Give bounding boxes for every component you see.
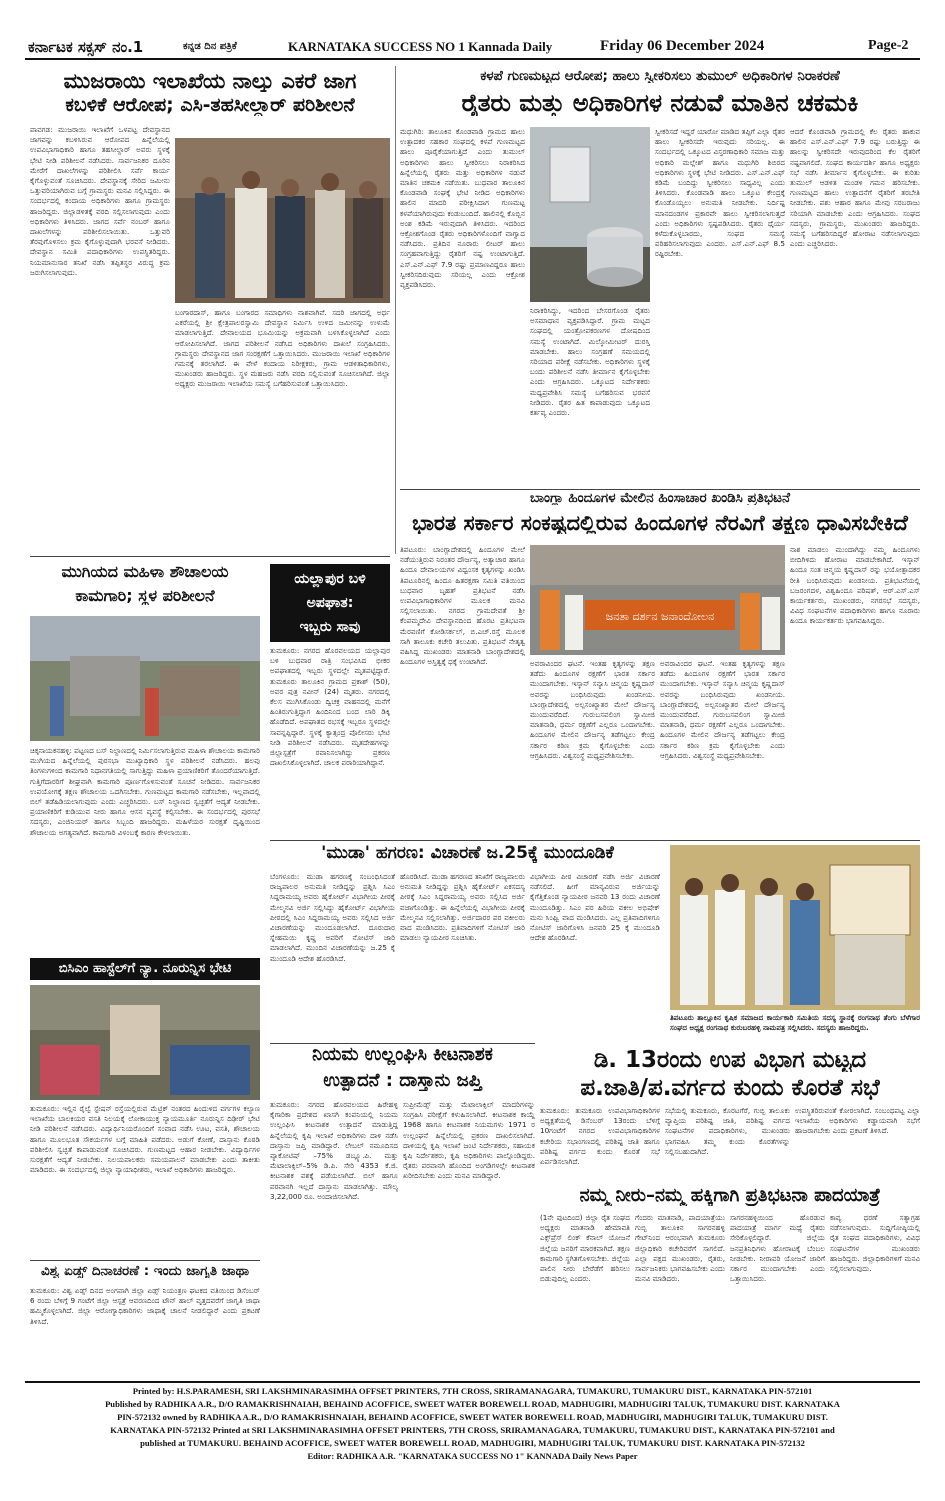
imprint-line-4: KARNATAKA PIN-572132 Printed at SRI LAKSHMINARASIMHA OFFSET PRINTERS, 7TH CROSS, SRIRAMANAGARA, TUMAKURU, TUMAKURU DIST., KARNATAKA PIN-572101 and [110, 1425, 835, 1435]
a3-photo-banner-text: ಜನತಾ ದರ್ಶನ ಜನಾಂದೋಲನ [605, 610, 715, 623]
imprint-line-3: PIN-572132 owned by RADHIKA A.R., D/O RAMAKRISHNAIAH, BEHAIND ACOFFICE, SWEET WATER BOREWELL ROAD, MADHUGIRI, MADHUGIRI TALUK, TUMAKURU DIST. [117, 1412, 828, 1422]
imprint-line-5: published at TUMAKURU. BEHAIND ACOFFICE, SWEET WATER BOREWELL ROAD, MADHUGIRI, MADHUGIRI TALUK, TUMAKURU DIST. KARNATAKA PIN-572132 [140, 1438, 805, 1448]
a3-photo [530, 545, 785, 655]
a11-column-4: ಕಾವ್ಯ ಧರಣೆ ಸತ್ಯಾಗ್ರಹ ನಡೆಸಲಾಗುವುದು. ಸುದ್ದಿಗೋಷ್ಠಿಯಲ್ಲಿ ರೈತ ಸಂಘದ ಪದಾಧಿಕಾರಿಗಳು, ವಿವಿಧ ಸಂಘಟನೆಗಳ ಮುಖಂಡರು ಹಾಜರಿದ್ದರು. ಜಿಲ್ಲಾಧಿಕಾರಿಗಳಿಗೆ ಮನವಿ ಸಲ್ಲಿಸಲಾಗುವುದು. [830, 1213, 920, 1274]
a9-column-2: ಸುಪ್ರೀಮೆಡ್ಸ್ ಮತ್ತು ಮೆಟಾಲಾಕ್ಸಿಲ್ ಮಾದರಿಗಳನ್ನು ಸಂಗ್ರಹಿಸಿ ಪರೀಕ್ಷೆಗೆ ಕಳುಹಿಸಲಾಗಿದೆ. ಕೀಟನಾಶಕ ಕಾಯ್ದೆ 1968 ಹಾಗೂ ಕೀಟನಾಶಕ ನಿಯಮಗಳು 1971 ರ ಉಲ್ಲಂಘನೆ ಹಿನ್ನೆಲೆಯಲ್ಲಿ ಪ್ರಕರಣ ದಾಖಲಿಸಲಾಗಿದೆ. ದಾಳಿಯಲ್ಲಿ ಕೃಷಿ ಇಲಾಖೆ ಜಂಟಿ ನಿರ್ದೇಶಕರು, ಸಹಾಯಕ ಕೃಷಿ ನಿರ್ದೇಶಕರು, ಕೃಷಿ ಅಧಿಕಾರಿಗಳು ಪಾಲ್ಗೊಂಡಿದ್ದರು. ರೈತರು ಪರವಾನಗಿ ಹೊಂದಿದ ಅಂಗಡಿಗಳಲ್ಲೇ ಕೀಟನಾಶಕ ಖರೀದಿಸಬೇಕು ಎಂದು ಮನವಿ ಮಾಡಿದ್ದಾರೆ. [403, 1100, 535, 1181]
a10-column-3: ಉಪಸ್ಥಿತರಿರುವಂತೆ ಕೋರಲಾಗಿದೆ. ಸಂಬಂಧಪಟ್ಟ ಎಲ್ಲಾ ಇಲಾಖೆಯ ಅಧಿಕಾರಿಗಳು ಕಡ್ಡಾಯವಾಗಿ ಸಭೆಗೆ ಹಾಜರಾಗಬೇಕು ಎಂದು ಪ್ರಕಟಣೆ ತಿಳಿಸಿದೆ. [795, 1106, 920, 1136]
a8-column-2: ಹೊರಡಿಸಿದೆ. ಮುಡಾ ಹಗರಣದ ತನಿಖೆಗೆ ರಾಜ್ಯಪಾಲರು ಅನುಮತಿ ನೀಡಿದ್ದನ್ನು ಪ್ರಶ್ನಿಸಿ ಹೈಕೋರ್ಟ್ ಏಕಸದಸ್ಯ ಪೀಠಕ್ಕೆ ಸಿಎಂ ಸಿದ್ದರಾಮಯ್ಯ ಅವರು ಸಲ್ಲಿಸಿದ ಅರ್ಜಿ ವಜಾಗೊಂಡಿತ್ತು. ಈ ಹಿನ್ನೆಲೆಯಲ್ಲಿ ವಿಭಾಗೀಯ ಪೀಠಕ್ಕೆ ಮೇಲ್ಮನವಿ ಸಲ್ಲಿಸಲಾಗಿತ್ತು. ಅರ್ಜಿದಾರರ ಪರ ವಕೀಲರು ವಾದ ಮಂಡಿಸಿದರು. ಪ್ರತಿವಾದಿಗಳಿಗೆ ನೋಟಿಸ್ ಜಾರಿ ಮಾಡಲು ನ್ಯಾಯಪೀಠ ಸೂಚಿಸಿತು. [400, 872, 525, 943]
imprint-line-1: Printed by: H.S.PARAMESH, SRI LAKSHMINARASIMHA OFFSET PRINTERS, 7TH CROSS, SRIRAMANAGARA, TUMAKURU, TUMAKURU DIST., KARNATAKA PIN-572101 [132, 1386, 813, 1396]
section-rule [270, 1043, 535, 1044]
paper-name: ಕರ್ನಾಟಕ ಸಕ್ಸಸ್ ನಂ.1 [28, 38, 144, 56]
a1-photo [175, 138, 390, 303]
a11-column-3: ಸಾಗರನಹಳ್ಳಿಯಿಂದ ಹೊರಡುವ ಪಾದಯಾತ್ರೆ ಮಾರ್ಗ ಮಧ್ಯೆ ರೈತರು ಸೇರಿಕೊಳ್ಳಲಿದ್ದಾರೆ. ಜಿಲ್ಲೆಯ ಜನಪ್ರತಿನಿಧಿಗಳು ಹೋರಾಟಕ್ಕೆ ಬೆಂಬಲ ನೀಡಬೇಕು. ನೀರಾವರಿ ಯೋಜನೆ ಜಾರಿಗೆ ಸರ್ಕಾರ ಮುಂದಾಗಬೇಕು ಎಂದು ಒತ್ತಾಯಿಸಿದರು. [730, 1213, 825, 1284]
section-rule [30, 1260, 260, 1261]
a11-headline: ನಮ್ಮ ನೀರು–ನಮ್ಮ ಹಕ್ಕಿಗಾಗಿ ಪ್ರತಿಭಟನಾ ಪಾದಯಾತ್ರೆ [579, 1187, 881, 1206]
a4-photo-illustration [30, 616, 260, 741]
a4-headline-1: ಮುಗಿಯದ ಮಹಿಳಾ ಶೌಚಾಲಯ [61, 564, 229, 581]
a5-headline-2: ಅಪಘಾತ: [306, 595, 354, 611]
a3-column-2b: ಅವರಾವಿಂದರ ಘಟನೆ. ಇಂತಹ ಕೃತ್ಯಗಳನ್ನು ತಕ್ಷಣ ತಡೆದು ಹಿಂದೂಗಳ ರಕ್ಷಣೆಗೆ ಭಾರತ ಸರ್ಕಾರ ಮುಂದಾಗಬೇಕು. ಇಸ್ಕಾನ್ ಸನ್ಯಾಸಿ ಚಿನ್ಮಯ ಕೃಷ್ಣದಾಸ್ ಅವರನ್ನು ಬಂಧಿಸಿರುವುದು ಖಂಡನೀಯ. ಬಾಂಗ್ಲಾದೇಶದಲ್ಲಿ ಅಲ್ಪಸಂಖ್ಯಾತರ ಮೇಲೆ ದೌರ್ಜನ್ಯ ಮುಂದುವರೆದಿದೆ. ಗುರುಬಸವಲಿಂಗ ಸ್ವಾಮೀಜಿ ಮಾತನಾಡಿ, ಧರ್ಮ ರಕ್ಷಣೆಗೆ ಎಲ್ಲರೂ ಒಂದಾಗಬೇಕು. ಹಿಂದೂಗಳ ಮೇಲಿನ ದೌರ್ಜನ್ಯ ತಡೆಗಟ್ಟಲು ಕೇಂದ್ರ ಸರ್ಕಾರ ಕಠಿಣ ಕ್ರಮ ಕೈಗೊಳ್ಳಬೇಕು ಎಂದು ಆಗ್ರಹಿಸಿದರು. ವಿಶ್ವಸಂಸ್ಥೆ ಮಧ್ಯಪ್ರವೇಶಿಸಬೇಕು. [660, 659, 785, 760]
a10-headline-1: ಡಿ. 13ರಂದು ಉಪ ವಿಭಾಗ ಮಟ್ಟದ [593, 1048, 867, 1073]
imprint-line-6: Editor: RADHIKA A.R. "KARNATAKA SUCCESS NO 1" KANNADA Daily News Paper [307, 1451, 638, 1461]
a9-headline-2: ಉತ್ಪಾದನೆ : ದಾಸ್ತಾನು ಜಪ್ತಿ [323, 1072, 482, 1091]
a9-column-1: ತುಮಕೂರು: ನಗರದ ಹೊರವಲಯದ ಹಿರೇಹಳ್ಳಿ ಕೈಗಾರಿಕಾ ಪ್ರದೇಶದ ಖಾಸಗಿ ಕಂಪನಿಯಲ್ಲಿ ನಿಯಮ ಉಲ್ಲಂಘಿಸಿ ಕೀಟನಾಶಕ ಉತ್ಪಾದನೆ ಮಾಡುತ್ತಿದ್ದ ಹಿನ್ನೆಲೆಯಲ್ಲಿ ಕೃಷಿ ಇಲಾಖೆ ಅಧಿಕಾರಿಗಳು ದಾಳಿ ನಡೆಸಿ ದಾಸ್ತಾನು ಜಪ್ತಿ ಮಾಡಿದ್ದಾರೆ. ಲೇಬಲ್ ನಮೂದಿಸದ ವ್ಯಾಕೋಟಿಷ್ –75% ಡಬ್ಲ್ಯೂ.ಪಿ. ಮತ್ತು ಮೆಟಾಲಾಕ್ಸಿಲ್–5% ಡಿ.ಪಿ. ಸೇರಿ 4353 ಕೆ.ಜಿ. ಕೀಟನಾಶಕ ವಶಕ್ಕೆ ಪಡೆಯಲಾಗಿದೆ. ಬಿಲ್ ಹಾಗೂ ಪರವಾನಗಿ ಇಲ್ಲದೆ ದಾಸ್ತಾನು ಮಾಡಲಾಗಿತ್ತು. ಮೌಲ್ಯ 3,22,000 ರೂ. ಅಂದಾಜಿಸಲಾಗಿದೆ. [270, 1100, 398, 1201]
a2-photo [530, 127, 650, 302]
a9-headline-1: ನಿಯಮ ಉಲ್ಲಂಘಿಸಿ ಕೀಟನಾಶಕ [312, 1046, 493, 1065]
section-rule [400, 489, 920, 490]
a10-headline-2: ಪ.ಜಾತಿ/ಪ.ವರ್ಗದ ಕುಂದು ಕೊರತೆ ಸಭೆ [580, 1076, 880, 1101]
page-number: Page-2 [868, 38, 909, 53]
column-divider [395, 66, 396, 554]
a3-column-2: ಅವರಾವಿಂದರ ಘಟನೆ. ಇಂತಹ ಕೃತ್ಯಗಳನ್ನು ತಕ್ಷಣ ತಡೆದು ಹಿಂದೂಗಳ ರಕ್ಷಣೆಗೆ ಭಾರತ ಸರ್ಕಾರ ಮುಂದಾಗಬೇಕು. ಇಸ್ಕಾನ್ ಸನ್ಯಾಸಿ ಚಿನ್ಮಯ ಕೃಷ್ಣದಾಸ್ ಅವರನ್ನು ಬಂಧಿಸಿರುವುದು ಖಂಡನೀಯ. ಬಾಂಗ್ಲಾದೇಶದಲ್ಲಿ ಅಲ್ಪಸಂಖ್ಯಾತರ ಮೇಲೆ ದೌರ್ಜನ್ಯ ಮುಂದುವರೆದಿದೆ. ಗುರುಬಸವಲಿಂಗ ಸ್ವಾಮೀಜಿ ಮಾತನಾಡಿ, ಧರ್ಮ ರಕ್ಷಣೆಗೆ ಎಲ್ಲರೂ ಒಂದಾಗಬೇಕು. ಹಿಂದೂಗಳ ಮೇಲಿನ ದೌರ್ಜನ್ಯ ತಡೆಗಟ್ಟಲು ಕೇಂದ್ರ ಸರ್ಕಾರ ಕಠಿಣ ಕ್ರಮ ಕೈಗೊಳ್ಳಬೇಕು ಎಂದು ಆಗ್ರಹಿಸಿದರು. ವಿಶ್ವಸಂಸ್ಥೆ ಮಧ್ಯಪ್ರವೇಶಿಸಬೇಕು. [530, 659, 655, 760]
section-rule [30, 556, 390, 557]
imprint-footer [25, 1385, 920, 1463]
a2-column-3: ಸ್ವೀಕರಿಸದೆ ಇದ್ದರೆ ಯಾರೋ ಮಾಡಿದ ತಪ್ಪಿಗೆ ಎಲ್ಲಾ ರೈತರ ಹಾಲು ಸ್ವೀಕರಿಸದೇ ಇರುವುದು ಸರಿಯಲ್ಲ. ಈ ಸಂದರ್ಭದಲ್ಲಿ ಒಕ್ಕೂಟದ ವಿಸ್ತರಣಾಧಿಕಾರಿ ಸಮಾಜ ಮತ್ತು ಅಧಿಕಾರಿ ಮಲ್ಲೇಶ್ ಹಾಗೂ ಮಧುಗಿರಿ ಶಿಬಿರದ ಅಧಿಕಾರಿಗಳು ಸ್ಥಳಕ್ಕೆ ಭೇಟಿ ನೀಡಿದರು. ಎಸ್.ಎನ್.ಎಫ್ ಕಡಿಮೆ ಬಂದಿದ್ದು ಸ್ವೀಕರಿಸಲು ಸಾಧ್ಯವಿಲ್ಲ ಎಂದು ತಿಳಿಸಿದರು. ಕೊಂಡವಾಡಿ ಹಾಲು ಒಕ್ಕೂಟ ಕೇಂದ್ರಕ್ಕೆ ಕೊಂಡೊಯ್ಯಲು ಅನುಮತಿ ನೀಡಬೇಕು. ನಿರ್ದಿಷ್ಟ ಮಾನದಂಡಗಳ ಪ್ರಕಾರವೇ ಹಾಲು ಸ್ವೀಕರಿಸಲಾಗುತ್ತದೆ ಎಂದು ಅಧಿಕಾರಿಗಳು ಸ್ಪಷ್ಟಪಡಿಸಿದರು. ರೈತರು ಧೈರ್ಯ ಕಳೆದುಕೊಳ್ಳಬಾರದು, ಸಂಘದ ಸಮಸ್ಯೆ ಪರಿಹರಿಸಲಾಗುವುದು ಎಂದರು. ಎಸ್.ಎನ್.ಎಫ್ 8.5 ರಷ್ಟಿರಬೇಕು. [655, 127, 785, 259]
a2-kicker: ಕಳಪೆ ಗುಣಮಟ್ಟದ ಆರೋಪ; ಹಾಲು ಸ್ವೀಕರಿಸಲು ತುಮುಲ್ ಅಧಿಕಾರಿಗಳ ನಿರಾಕರಣೆ [480, 69, 840, 84]
a6-photo-illustration [30, 985, 260, 1100]
a5-body: ತುಮಕೂರು: ನಗರದ ಹೊರವಲಯದ ಯಲ್ಲಾಪುರ ಬಳಿ ಬುಧವಾರ ರಾತ್ರಿ ಸಂಭವಿಸಿದ ಭೀಕರ ಅಪಘಾತದಲ್ಲಿ ಇಬ್ಬರು ಸ್ಥಳದಲ್ಲೇ ಮೃತಪಟ್ಟಿದ್ದಾರೆ. ತುಮಕೂರು ತಾಲೂಕಿನ ಗ್ರಾಮದ ಪ್ರಕಾಶ್ (50), ಅವರ ಪುತ್ರ ನವೀನ್ (24) ಮೃತರು. ನಗರದಲ್ಲಿ ಕೆಲಸ ಮುಗಿಸಿಕೊಂಡು ದ್ವಿಚಕ್ರ ವಾಹನದಲ್ಲಿ ಮನೆಗೆ ಹಿಂತಿರುಗುತ್ತಿದ್ದಾಗ ಹಿಂದಿನಿಂದ ಬಂದ ಲಾರಿ ಡಿಕ್ಕಿ ಹೊಡೆದಿದೆ. ಅಪಘಾತದ ರಭಸಕ್ಕೆ ಇಬ್ಬರೂ ಸ್ಥಳದಲ್ಲೇ ಸಾವನ್ನಪ್ಪಿದ್ದಾರೆ. ಸ್ಥಳಕ್ಕೆ ಕ್ಯಾತ್ಸಂದ್ರ ಪೊಲೀಸರು ಭೇಟಿ ನೀಡಿ ಪರಿಶೀಲನೆ ನಡೆಸಿದರು. ಮೃತದೇಹಗಳನ್ನು ಜಿಲ್ಲಾಸ್ಪತ್ರೆಗೆ ರವಾನಿಸಲಾಗಿದ್ದು ಪ್ರಕರಣ ದಾಖಲಿಸಿಕೊಳ್ಳಲಾಗಿದೆ. ಚಾಲಕ ಪರಾರಿಯಾಗಿದ್ದಾನೆ. [270, 646, 390, 768]
a3-headline: ಭಾರತ ಸರ್ಕಾರ ಸಂಕಷ್ಟದಲ್ಲಿರುವ ಹಿಂದೂಗಳ ನೆರವಿಗೆ ತಕ್ಷಣ ಧಾವಿಸಬೇಕಿದೆ [412, 512, 908, 535]
issue-date: Friday 06 December 2024 [600, 38, 765, 54]
a1-headline-1: ಮುಜರಾಯಿ ಇಲಾಖೆಯ ನಾಲ್ಕು ಎಕರೆ ಜಾಗ [63, 70, 357, 93]
masthead [0, 0, 945, 62]
a2-headline: ರೈತರು ಮತ್ತು ಅಧಿಕಾರಿಗಳ ನಡುವೆ ಮಾತಿನ ಚಕಮಕಿ [461, 91, 859, 117]
a3-photo-illustration [530, 545, 785, 655]
imprint-line-2: Published by RADHIKA A.R., D/O RAMAKRISHNAIAH, BEHAIND ACOFFICE, SWEET WATER BOREWELL ROAD, MADHUGIRI, MADHUGIRI TALUK, TUMAKURU DIST. KARNATAKA [105, 1399, 840, 1409]
a2-column-2: ನಿರಾಕರಿಸಿದ್ದು, ಇದರಿಂದ ಬೇಸರಗೊಂಡ ರೈತರು ಅಸಮಾಧಾನ ವ್ಯಕ್ತಪಡಿಸಿದ್ದಾರೆ. ಗ್ರಾಮ ಮಟ್ಟದ ಸಂಘದಲ್ಲಿ ಯಂತ್ರೋಪಕರಣಗಳ ದೋಷದಿಂದ ಸಮಸ್ಯೆ ಉಂಟಾಗಿದೆ. ಮಿಲ್ಕೋಮೀಟರ್ ದುರಸ್ತಿ ಮಾಡಬೇಕು. ಹಾಲು ಸಂಗ್ರಹಣೆ ಸಮಯದಲ್ಲಿ ಸರಿಯಾದ ಪರೀಕ್ಷೆ ನಡೆಸಬೇಕು. ಅಧಿಕಾರಿಗಳು ಸ್ಥಳಕ್ಕೆ ಬಂದು ಪರಿಶೀಲನೆ ನಡೆಸಿ ತೀರ್ಮಾನ ಕೈಗೊಳ್ಳಬೇಕು ಎಂದು ಆಗ್ರಹಿಸಿದರು. ಒಕ್ಕೂಟದ ನಿರ್ದೇಶಕರು ಮಧ್ಯಪ್ರವೇಶಿಸಿ ಸಮಸ್ಯೆ ಬಗೆಹರಿಸುವ ಭರವಸೆ ನೀಡಿದರು. ರೈತರ ಹಿತ ಕಾಪಾಡುವುದು ಒಕ್ಕೂಟದ ಕರ್ತವ್ಯ ಎಂದರು. [530, 306, 650, 418]
a8-column-3: ವಿಭಾಗೀಯ ಪೀಠ ವಿಚಾರಣೆ ನಡೆಸಿ ಅರ್ಜಿ ವಿಚಾರಣೆ ನಡೆಸಲಿದೆ. ಹೀಗೆ ಮಾನ್ಯವಿರುವ ಅರ್ಜಿಯನ್ನು ಕೈಗೆತ್ತಿಕೊಂಡ ನ್ಯಾಯಪೀಠ ಜನವರಿ 13 ರಂದು ವಿಚಾರಣೆ ಮುಂದೂಡಿತ್ತು. ಸಿಎಂ ಪರ ಹಿರಿಯ ವಕೀಲ ಅಭಿಷೇಕ್ ಮನು ಸಿಂಘ್ವಿ ವಾದ ಮಂಡಿಸಿದರು. ಎಲ್ಲ ಪ್ರತಿವಾದಿಗಳಿಗೂ ನೋಟಿಸ್ ಜಾರಿಗೊಳಿಸಿ ಜನವರಿ 25 ಕ್ಕೆ ಮುಂದೂಡಿ ಆದೇಶ ಹೊರಡಿಸಿದೆ. [530, 872, 660, 943]
protest-photo-illustration [670, 845, 920, 1010]
a5-headline-3: ಇಬ್ಬರು ಸಾವು [299, 619, 361, 635]
a4-photo [30, 616, 260, 741]
a8-headline: 'ಮುಡಾ' ಹಗರಣ: ವಿಚಾರಣೆ ಜ.25ಕ್ಕೆ ಮುಂದೂಡಿಕೆ [321, 845, 614, 863]
a11-column-1: (1ನೇ ಪುಟದಿಂದ) ಜಿಲ್ಲಾ ರೈತ ಸಂಘದ ಅಧ್ಯಕ್ಷರು ಮಾತನಾಡಿ ಹೇಮಾವತಿ ಎಕ್ಸ್‌ಪ್ರೆಸ್ ಲಿಂಕ್ ಕೆನಾಲ್ ಯೋಜನೆ ಜಿಲ್ಲೆಯ ಜನರಿಗೆ ಮಾರಕವಾಗಿದೆ. ತಕ್ಷಣ ಕಾಮಗಾರಿ ಸ್ಥಗಿತಗೊಳಿಸಬೇಕು. ಜಿಲ್ಲೆಯ ಪಾಲಿನ ನೀರು ಬೇರೆಡೆಗೆ ಹರಿಸಲು ಬಿಡುವುದಿಲ್ಲ ಎಂದರು. [540, 1213, 630, 1284]
a7-body: ತುಮಕೂರು: ವಿಶ್ವ ಏಡ್ಸ್ ದಿನದ ಅಂಗವಾಗಿ ಜಿಲ್ಲಾ ಏಡ್ಸ್ ನಿಯಂತ್ರಣ ಘಟಕದ ವತಿಯಿಂದ ಡಿಸೆಂಬರ್ 6 ರಂದು ಬೆಳಿಗ್ಗೆ 9 ಗಂಟೆಗೆ ಜಿಲ್ಲಾ ಆಸ್ಪತ್ರೆ ಆವರಣದಿಂದ ಟೌನ್ ಹಾಲ್ ವೃತ್ತದವರೆಗೆ ಜಾಗೃತಿ ಜಾಥಾ ಹಮ್ಮಿಕೊಳ್ಳಲಾಗಿದೆ. ಜಿಲ್ಲಾ ಆರೋಗ್ಯಾಧಿಕಾರಿಗಳು ಜಾಥಾಕ್ಕೆ ಚಾಲನೆ ನೀಡಲಿದ್ದಾರೆ ಎಂದು ಪ್ರಕಟಣೆ ತಿಳಿಸಿದೆ. [30, 1286, 260, 1326]
a1-column-1: ಪಾವಗಡ: ಮುಜರಾಯಿ ಇಲಾಖೆಗೆ ಒಳಪಟ್ಟ ದೇವಸ್ಥಾನದ ಜಾಗವನ್ನು ಕಬಳಿಸಿರುವ ಆರೋಪದ ಹಿನ್ನೆಲೆಯಲ್ಲಿ ಉಪವಿಭಾಗಾಧಿಕಾರಿ ಹಾಗೂ ತಹಸೀಲ್ದಾರ್ ಅವರು ಸ್ಥಳಕ್ಕೆ ಭೇಟಿ ನೀಡಿ ಪರಿಶೀಲನೆ ನಡೆಸಿದರು. ಸಾರ್ವಜನಿಕರ ದೂರಿನ ಮೇರೆಗೆ ದಾಖಲೆಗಳನ್ನು ಪರಿಶೀಲಿಸಿ ಸರ್ವೆ ಕಾರ್ಯ ಕೈಗೊಳ್ಳುವಂತೆ ಸೂಚಿಸಿದರು. ದೇವಸ್ಥಾನಕ್ಕೆ ಸೇರಿದ ಜಮೀನು ಒತ್ತುವರಿಯಾಗಿರುವ ಬಗ್ಗೆ ಗ್ರಾಮಸ್ಥರು ಮನವಿ ಸಲ್ಲಿಸಿದ್ದರು. ಈ ಸಂದರ್ಭದಲ್ಲಿ ಕಂದಾಯ ಅಧಿಕಾರಿಗಳು ಹಾಗೂ ಗ್ರಾಮಸ್ಥರು ಹಾಜರಿದ್ದರು. ಜಿಲ್ಲಾಡಳಿತಕ್ಕೆ ವರದಿ ಸಲ್ಲಿಸಲಾಗುವುದು ಎಂದು ಅಧಿಕಾರಿಗಳು ತಿಳಿಸಿದರು. ಜಾಗದ ಸರ್ವೆ ನಂಬರ್ ಹಾಗೂ ದಾಖಲೆಗಳನ್ನು ಪರಿಶೀಲಿಸಲಾಯಿತು. ಒತ್ತುವರಿ ತೆರವುಗೊಳಿಸಲು ಕ್ರಮ ಕೈಗೊಳ್ಳುವುದಾಗಿ ಭರವಸೆ ನೀಡಿದರು. ದೇವಸ್ಥಾನ ಸಮಿತಿ ಪದಾಧಿಕಾರಿಗಳು ಉಪಸ್ಥಿತರಿದ್ದರು. ನಿಯಮಾನುಸಾರ ತನಿಖೆ ನಡೆಸಿ ತಪ್ಪಿತಸ್ಥರ ವಿರುದ್ಧ ಕ್ರಮ ಜರುಗಿಸಲಾಗುವುದು. [30, 125, 170, 277]
a2-column-1: ಮಧುಗಿರಿ: ತಾಲೂಕಿನ ಕೊಂಡವಾಡಿ ಗ್ರಾಮದ ಹಾಲು ಉತ್ಪಾದಕರ ಸಹಕಾರ ಸಂಘದಲ್ಲಿ ಕಳಪೆ ಗುಣಮಟ್ಟದ ಹಾಲು ಪೂರೈಕೆಯಾಗುತ್ತಿದೆ ಎಂದು ತುಮುಲ್ ಅಧಿಕಾರಿಗಳು ಹಾಲು ಸ್ವೀಕರಿಸಲು ನಿರಾಕರಿಸಿದ ಹಿನ್ನೆಲೆಯಲ್ಲಿ ರೈತರು ಮತ್ತು ಅಧಿಕಾರಿಗಳ ನಡುವೆ ಮಾತಿನ ಚಕಮಕಿ ನಡೆಯಿತು. ಬುಧವಾರ ತಾಲೂಕಿನ ಕೊಂಡವಾಡಿ ಸಂಘಕ್ಕೆ ಭೇಟಿ ನೀಡಿದ ಅಧಿಕಾರಿಗಳು ಹಾಲಿನ ಮಾದರಿ ಪರೀಕ್ಷಿಸಿದಾಗ ಗುಣಮಟ್ಟ ಕಳಪೆಯಾಗಿರುವುದು ಕಂಡುಬಂದಿದೆ. ಹಾಲಿನಲ್ಲಿ ಕೊಬ್ಬಿನ ಅಂಶ ಕಡಿಮೆ ಇರುವುದಾಗಿ ತಿಳಿಸಿದರು. ಇದರಿಂದ ಆಕ್ರೋಶಗೊಂಡ ರೈತರು ಅಧಿಕಾರಿಗಳೊಂದಿಗೆ ವಾಗ್ವಾದ ನಡೆಸಿದರು. ಪ್ರತಿದಿನ ನೂರಾರು ಲೀಟರ್ ಹಾಲು ಸಂಗ್ರಹವಾಗುತ್ತಿದ್ದು ರೈತರಿಗೆ ನಷ್ಟ ಉಂಟಾಗುತ್ತಿದೆ. ಎಸ್.ಎನ್.ಎಫ್ 7.9 ರಷ್ಟು ಪ್ರಮಾಣವಿದ್ದರೂ ಹಾಲು ಸ್ವೀಕರಿಸದಿರುವುದು ಸರಿಯಲ್ಲ ಎಂದು ಆಕ್ರೋಶ ವ್ಯಕ್ತಪಡಿಸಿದರು. [400, 127, 525, 290]
a2-column-4: ಆದರೆ ಕೊಂಡವಾಡಿ ಗ್ರಾಮದಲ್ಲಿ ಕೆಲ ರೈತರು ಹಾಕುವ ಹಾಲಿನ ಎಸ್.ಎನ್.ಎಫ್ 7.9 ರಷ್ಟು ಬರುತ್ತಿದ್ದು ಈ ಹಾಲನ್ನು ಸ್ವೀಕರಿಸದೇ ಇರುವುದರಿಂದ ಕೆಲ ರೈತರಿಗೆ ನಷ್ಟವಾಗಲಿದೆ. ಸಂಘದ ಕಾರ್ಯದರ್ಶಿ ಹಾಗೂ ಅಧ್ಯಕ್ಷರು ಸಭೆ ನಡೆಸಿ ತೀರ್ಮಾನ ಕೈಗೊಳ್ಳಬೇಕು. ಈ ಕುರಿತು ತುಮುಲ್ ಆಡಳಿತ ಮಂಡಳಿ ಗಮನ ಹರಿಸಬೇಕು. ಗುಣಮಟ್ಟದ ಹಾಲು ಉತ್ಪಾದನೆಗೆ ರೈತರಿಗೆ ತರಬೇತಿ ನೀಡಬೇಕು. ಪಶು ಆಹಾರ ಹಾಗೂ ಮೇವು ಸರಬರಾಜು ಸರಿಯಾಗಿ ಮಾಡಬೇಕು ಎಂದು ಆಗ್ರಹಿಸಿದರು. ಸಂಘದ ಸದಸ್ಯರು, ಗ್ರಾಮಸ್ಥರು, ಮುಖಂಡರು ಹಾಜರಿದ್ದರು. ಸಮಸ್ಯೆ ಬಗೆಹರಿಸದಿದ್ದರೆ ಹೋರಾಟ ನಡೆಸಲಾಗುವುದು ಎಂದು ಎಚ್ಚರಿಸಿದರು. [790, 127, 920, 249]
a1-photo-illustration [175, 138, 390, 303]
a8-column-1: ಬೆಂಗಳೂರು: ಮುಡಾ ಹಗರಣಕ್ಕೆ ಸಂಬಂಧಿಸಿದಂತೆ ರಾಜ್ಯಪಾಲರ ಅನುಮತಿ ನೀಡಿದ್ದನ್ನು ಪ್ರಶ್ನಿಸಿ ಸಿಎಂ ಸಿದ್ದರಾಮಯ್ಯ ಅವರು ಹೈಕೋರ್ಟ್ ವಿಭಾಗೀಯ ಪೀಠಕ್ಕೆ ಮೇಲ್ಮನವಿ ಅರ್ಜಿ ಸಲ್ಲಿಸಿದ್ದು ಹೈಕೋರ್ಟ್ ವಿಭಾಗೀಯ ಪೀಠದಲ್ಲಿ ಸಿಎಂ ಸಿದ್ದರಾಮಯ್ಯ ಅವರು ಸಲ್ಲಿಸಿದ ಅರ್ಜಿ ವಿಚಾರಣೆಯನ್ನು ಮುಂದೂಡಲಾಗಿದೆ. ದೂರುದಾರ ಸ್ನೇಹಮಯಿ ಕೃಷ್ಣ ಅವರಿಗೆ ನೋಟಿಸ್ ಜಾರಿ ಮಾಡಲಾಗಿದೆ. ಮುಂದಿನ ವಿಚಾರಣೆಯನ್ನು ಜ.25 ಕ್ಕೆ ಮುಂದೂಡಿ ಆದೇಶ ಹೊರಡಿಸಿದೆ. [270, 872, 395, 963]
a10-column-2: ಸಭೆಯಲ್ಲಿ ತುಮಕೂರು, ಕೊರಟಗೆರೆ, ಗುಬ್ಬಿ ತಾಲೂಕು ವ್ಯಾಪ್ತಿಯ ಪರಿಶಿಷ್ಟ ಜಾತಿ, ಪರಿಶಿಷ್ಟ ವರ್ಗದ ಸಂಘಟನೆಗಳ ಪದಾಧಿಕಾರಿಗಳು, ಮುಖಂಡರು ಭಾಗವಹಿಸಿ ತಮ್ಮ ಕುಂದು ಕೊರತೆಗಳನ್ನು ಸಲ್ಲಿಸಬಹುದಾಗಿದೆ. [665, 1106, 790, 1156]
a2-photo-illustration [530, 127, 650, 302]
protest-photo-caption: ತಿಪಟೂರು ತಾಲ್ಲೂಕಿನ ಕೃಷಿಕ ಸಮಾಜದ ಕಾರ್ಯಕಾರಿ ಸಮಿತಿಯ ಸದಸ್ಯ ಸ್ಥಾನಕ್ಕೆ ರಂಗನಾಥ ತೆಂಗು ಬೆಳೆಗಾರ ಸಂಘದ ಅಧ್ಯಕ್ಷ ರಂಗನಾಥ ಕುರುಬರಹಳ್ಳಿ ನಾಮಪತ್ರ ಸಲ್ಲಿಸಿದರು. ಸದಸ್ಯರು ಹಾಜರಿದ್ದರು. [670, 1013, 920, 1033]
a3-column-1: ತಿಪಟೂರು: ಬಾಂಗ್ಲಾದೇಶದಲ್ಲಿ ಹಿಂದೂಗಳ ಮೇಲೆ ನಡೆಯುತ್ತಿರುವ ನಿರಂತರ ದೌರ್ಜನ್ಯ, ಅತ್ಯಾಚಾರ ಹಾಗೂ ಹಿಂದೂ ದೇವಾಲಯಗಳ ವಿಧ್ವಂಸಕ ಕೃತ್ಯಗಳನ್ನು ಖಂಡಿಸಿ ತಿಪಟೂರಿನಲ್ಲಿ ಹಿಂದೂ ಹಿತರಕ್ಷಣಾ ಸಮಿತಿ ವತಿಯಿಂದ ಬುಧವಾರ ಬೃಹತ್ ಪ್ರತಿಭಟನೆ ನಡೆಸಿ ಉಪವಿಭಾಗಾಧಿಕಾರಿಗಳ ಮೂಲಕ ಮನವಿ ಸಲ್ಲಿಸಲಾಯಿತು. ನಗರದ ಗ್ರಾಮದೇವತೆ ಶ್ರೀ ಕೆಂಪಮ್ಮದೇವಿ ದೇವಸ್ಥಾನದಿಂದ ಹೊರಟ ಪ್ರತಿಭಟನಾ ಮೆರವಣಿಗೆ ಕೋಡಿಸರ್ಕಲ್, ಬಿ.ಎಚ್.ರಸ್ತೆ ಮೂಲಕ ಸಾಗಿ ತಾಲೂಕು ಕಚೇರಿ ತಲುಪಿತು. ಪ್ರತಿಭಟನೆ ನೇತೃತ್ವ ವಹಿಸಿದ್ದ ಮುಖಂಡರು ಮಾತನಾಡಿ ಬಾಂಗ್ಲಾದೇಶದಲ್ಲಿ ಹಿಂದೂಗಳ ಅಸ್ತಿತ್ವಕ್ಕೆ ಧಕ್ಕೆ ಉಂಟಾಗಿದೆ. [400, 545, 525, 667]
section-rule [270, 840, 920, 841]
a5-headline-1: ಯಲ್ಲಾಪುರ ಬಳಿ [294, 571, 366, 587]
a4-body: ಚಿಕ್ಕನಾಯಕನಹಳ್ಳಿ: ಪಟ್ಟಣದ ಬಸ್ ನಿಲ್ದಾಣದಲ್ಲಿ ನಿರ್ಮಿಸಲಾಗುತ್ತಿರುವ ಮಹಿಳಾ ಶೌಚಾಲಯ ಕಾಮಗಾರಿ ಮುಗಿಯದ ಹಿನ್ನೆಲೆಯಲ್ಲಿ ಪುರಸಭಾ ಮುಖ್ಯಾಧಿಕಾರಿ ಸ್ಥಳ ಪರಿಶೀಲನೆ ನಡೆಸಿದರು. ಹಲವು ತಿಂಗಳುಗಳಿಂದ ಕಾಮಗಾರಿ ನಿಧಾನಗತಿಯಲ್ಲಿ ಸಾಗುತ್ತಿದ್ದು ಮಹಿಳಾ ಪ್ರಯಾಣಿಕರಿಗೆ ತೊಂದರೆಯಾಗುತ್ತಿದೆ. ಗುತ್ತಿಗೆದಾರರಿಗೆ ಶೀಘ್ರವಾಗಿ ಕಾಮಗಾರಿ ಪೂರ್ಣಗೊಳಿಸುವಂತೆ ಸೂಚನೆ ನೀಡಿದರು. ಸಾರ್ವಜನಿಕರ ಉಪಯೋಗಕ್ಕೆ ತಕ್ಷಣ ಶೌಚಾಲಯ ಒದಗಿಸಬೇಕು. ಗುಣಮಟ್ಟದ ಕಾಮಗಾರಿ ನಡೆಸಬೇಕು, ಇಲ್ಲವಾದಲ್ಲಿ ಬಿಲ್ ತಡೆಹಿಡಿಯಲಾಗುವುದು ಎಂದು ಎಚ್ಚರಿಸಿದರು. ಬಸ್ ನಿಲ್ದಾಣದ ಸ್ವಚ್ಛತೆಗೆ ಆದ್ಯತೆ ನೀಡಬೇಕು. ಪ್ರಯಾಣಿಕರಿಗೆ ಕುಡಿಯುವ ನೀರು ಹಾಗೂ ಆಸನ ವ್ಯವಸ್ಥೆ ಕಲ್ಪಿಸಬೇಕು. ಈ ಸಂದರ್ಭದಲ್ಲಿ ಪುರಸಭೆ ಸದಸ್ಯರು, ಎಂಜಿನಿಯರ್ ಹಾಗೂ ಸಿಬ್ಬಂದಿ ಹಾಜರಿದ್ದರು. ಮಹಿಳೆಯರ ಸುರಕ್ಷತೆ ದೃಷ್ಟಿಯಿಂದ ಶೌಚಾಲಯ ಅಗತ್ಯವಾಗಿದೆ. ಕಾಮಗಾರಿ ವಿಳಂಬಕ್ಕೆ ಕಾರಣ ಕೇಳಲಾಯಿತು. [30, 746, 260, 837]
paper-tagline: ಕನ್ನಡ ದಿನ ಪತ್ರಿಕೆ [183, 41, 237, 52]
a3-column-3: ನಾಶ ಮಾಡಲು ಮುಂದಾಗಿದ್ದು ನಮ್ಮ ಹಿಂದೂಗಳು ಬೀದಿಗಿಳಿದು ಹೋರಾಟ ಮಾಡಬೇಕಾಗಿದೆ. ಇಸ್ಕಾನ್ ಹಿಂದೂ ಸಂತ ಚಿನ್ಮಯ ಕೃಷ್ಣದಾಸ್ ರನ್ನು ಭಯೋತ್ಪಾದಕರ ರೀತಿ ಬಂಧಿಸಿರುವುದು ಖಂಡನೀಯ. ಪ್ರತಿಭಟನೆಯಲ್ಲಿ ಬಜರಂಗದಳ, ವಿಶ್ವಹಿಂದೂ ಪರಿಷತ್, ಆರ್.ಎಸ್.ಎಸ್ ಕಾರ್ಯಕರ್ತರು, ಮುಖಂಡರು, ನಗರಸಭೆ ಸದಸ್ಯರು, ವಿವಿಧ ಸಂಘಟನೆಗಳ ಪದಾಧಿಕಾರಿಗಳು ಹಾಗೂ ನೂರಾರು ಹಿಂದೂ ಕಾರ್ಯಕರ್ತರು ಭಾಗವಹಿಸಿದ್ದರು. [790, 545, 920, 626]
a4-headline-2: ಕಾಮಗಾರಿ; ಸ್ಥಳ ಪರಿಶೀಲನೆ [75, 588, 215, 605]
paper-english-name: KARNATAKA SUCCESS NO 1 Kannada Daily [288, 39, 553, 54]
masthead-rule [25, 58, 920, 60]
a10-column-1: ತುಮಕೂರು: ತುಮಕೂರು ಉಪವಿಭಾಗಾಧಿಕಾರಿಗಳ ಅಧ್ಯಕ್ಷತೆಯಲ್ಲಿ ಡಿಸೆಂಬರ್ 13ರಂದು ಬೆಳಿಗ್ಗೆ 10ಗಂಟೆಗೆ ನಗರದ ಉಪವಿಭಾಗಾಧಿಕಾರಿಗಳ ಕಚೇರಿಯ ಸಭಾಂಗಣದಲ್ಲಿ ಪರಿಶಿಷ್ಟ ಜಾತಿ ಹಾಗೂ ಪರಿಶಿಷ್ಟ ವರ್ಗದ ಕುಂದು ಕೊರತೆ ಸಭೆ ಏರ್ಪಡಿಸಲಾಗಿದೆ. [540, 1106, 660, 1167]
a5-headline-box [270, 564, 390, 642]
footer-rule [25, 1381, 920, 1383]
a6-headline: ಬಿಸಿಎಂ ಹಾಸ್ಟೆಲ್‌ಗೆ ನ್ಯಾ. ನೂರುನ್ನಿಸ ಭೇಟಿ [30, 958, 260, 980]
a1-headline-2: ಕಬಳಿಕೆ ಆರೋಪ; ಎಸಿ-ತಹಸೀಲ್ದಾರ್ ಪರಿಶೀಲನೆ [65, 96, 355, 116]
a6-body: ತುಮಕೂರು: ಇಲ್ಲಿನ ರೈಲ್ವೆ ಸ್ಟೇಷನ್ ರಸ್ತೆಯಲ್ಲಿರುವ ಮೆಟ್ರಿಕ್ ನಂತರದ ಹಿಂದುಳಿದ ವರ್ಗಗಳ ಕಲ್ಯಾಣ ಇಲಾಖೆಯ ಬಾಲಕಿಯರ ವಸತಿ ನಿಲಯಕ್ಕೆ ಲೋಕಾಯುಕ್ತ ನ್ಯಾಯಮೂರ್ತಿ ನೂರುನ್ನಿಸ ದಿಢೀರ್ ಭೇಟಿ ನೀಡಿ ಪರಿಶೀಲನೆ ನಡೆಸಿದರು. ವಿದ್ಯಾರ್ಥಿನಿಯರೊಂದಿಗೆ ಸಂವಾದ ನಡೆಸಿ ಊಟ, ವಸತಿ, ಶೌಚಾಲಯ ಹಾಗೂ ಮೂಲಭೂತ ಸೌಕರ್ಯಗಳ ಬಗ್ಗೆ ಮಾಹಿತಿ ಪಡೆದರು. ಅಡುಗೆ ಕೋಣೆ, ದಾಸ್ತಾನು ಕೊಠಡಿ ಪರಿಶೀಲಿಸಿ ಸ್ವಚ್ಛತೆ ಕಾಪಾಡುವಂತೆ ಸೂಚಿಸಿದರು. ಗುಣಮಟ್ಟದ ಆಹಾರ ನೀಡಬೇಕು. ವಿದ್ಯಾರ್ಥಿಗಳ ಸುರಕ್ಷತೆಗೆ ಆದ್ಯತೆ ನೀಡಬೇಕು. ನಿಲಯಪಾಲಕರು ಸಮಯಪಾಲನೆ ಮಾಡಬೇಕು ಎಂದು ತಾಕೀತು ಮಾಡಿದರು. ಈ ಸಂದರ್ಭದಲ್ಲಿ ಜಿಲ್ಲಾ ನ್ಯಾಯಾಧೀಶರು, ಇಲಾಖೆ ಅಧಿಕಾರಿಗಳು ಹಾಜರಿದ್ದರು. [30, 1104, 260, 1175]
protest-photo [670, 845, 920, 1010]
a6-photo [30, 985, 260, 1100]
a7-headline: ವಿಶ್ವ ಏಡ್ಸ್ ದಿನಾಚರಣೆ : ಇಂದು ಜಾಗೃತಿ ಜಾಥಾ [40, 1264, 250, 1279]
a1-column-2: ಬಂಗಾರದಾಸ್, ಹಾಗೂ ಬಂಗಾರದ ಸಮಾಧಿಗಳು ನಾಶವಾಗಿವೆ. ಸದರಿ ಜಾಗದಲ್ಲಿ ಅರ್ಧ ಎಕರೆಯಲ್ಲಿ ಶ್ರೀ ಕ್ಷೇತ್ರಪಾಲರಸ್ವಾಮಿ ದೇವಸ್ಥಾನ ನಿರ್ಮಿಸಿ ಉಳಿದ ಜಮೀನನ್ನು ಉಳುಮೆ ಮಾಡಲಾಗುತ್ತಿದೆ. ದೇವಾಲಯದ ಭೂಮಿಯನ್ನು ಅಕ್ರಮವಾಗಿ ಬಳಸಿಕೊಳ್ಳಲಾಗಿದೆ ಎಂದು ಆರೋಪಿಸಲಾಗಿದೆ. ಜಾಗದ ಪರಿಶೀಲನೆ ನಡೆಸಿದ ಅಧಿಕಾರಿಗಳು ದಾಖಲೆ ಸಂಗ್ರಹಿಸಿದರು. ಗ್ರಾಮಸ್ಥರು ದೇವಸ್ಥಾನದ ಜಾಗ ಸಂರಕ್ಷಣೆಗೆ ಒತ್ತಾಯಿಸಿದರು. ಮುಜರಾಯಿ ಇಲಾಖೆ ಅಧಿಕಾರಿಗಳ ಗಮನಕ್ಕೆ ತರಲಾಗಿದೆ. ಈ ವೇಳೆ ಕಂದಾಯ ನಿರೀಕ್ಷಕರು, ಗ್ರಾಮ ಆಡಳಿತಾಧಿಕಾರಿಗಳು, ಮುಖಂಡರು ಹಾಜರಿದ್ದರು. ಸ್ಥಳ ಮಹಜರು ನಡೆಸಿ ವರದಿ ಸಲ್ಲಿಸುವಂತೆ ಸೂಚಿಸಲಾಗಿದೆ. ಜಿಲ್ಲಾ ಅಧ್ಯಕ್ಷರು ಮುಜರಾಯಿ ಇಲಾಖೆಯ ಸಮಸ್ಯೆ ಬಗೆಹರಿಸುವಂತೆ ಒತ್ತಾಯಿಸಿದರು. [175, 308, 390, 389]
a3-kicker: ಬಾಂಗ್ಲಾ ಹಿಂದೂಗಳ ಮೇಲಿನ ಹಿಂಸಾಚಾರ ಖಂಡಿಸಿ ಪ್ರತಿಭಟನೆ [529, 491, 791, 506]
a11-column-2: ಗೆಂದರು ಮಾತನಾಡಿ, ಪಾದಯಾತ್ರೆಯು ಗುಬ್ಬಿ ತಾಲೂಕಿನ ಸಾಗರನಹಳ್ಳಿ ಗೇಟ್‌ನಿಂದ ಆರಂಭವಾಗಿ ತುಮಕೂರು ಜಿಲ್ಲಾಧಿಕಾರಿ ಕಚೇರಿವರೆಗೆ ಸಾಗಲಿದೆ. ಎಲ್ಲಾ ಪಕ್ಷದ ಮುಖಂಡರು, ರೈತರು, ಸಾರ್ವಜನಿಕರು ಭಾಗವಹಿಸಬೇಕು ಎಂದು ಮನವಿ ಮಾಡಿದರು. [635, 1213, 725, 1284]
